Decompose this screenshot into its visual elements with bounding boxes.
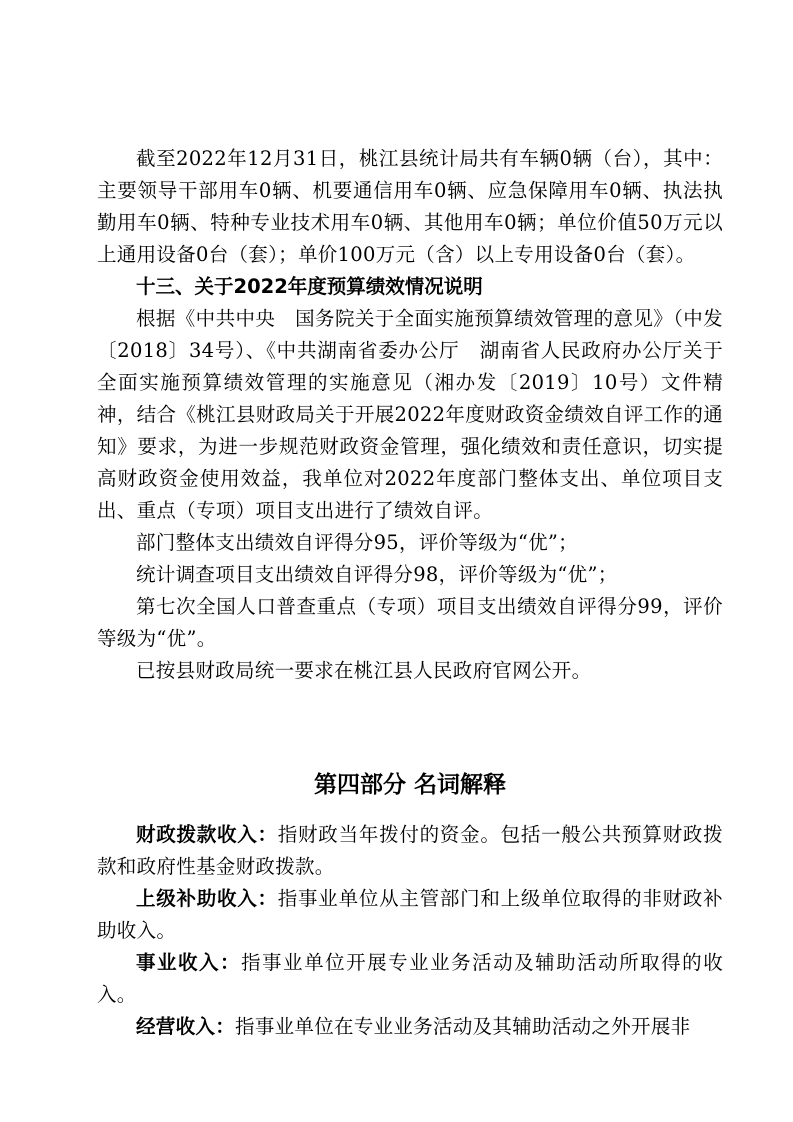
term-definition [97,947,723,1011]
section-13-heading: 十三、关于2022年度预算绩效情况说明 [136,275,483,298]
term-definition [97,1011,723,1043]
section-gap [97,687,723,765]
term-definition [97,883,723,947]
section-13-body: 根据《中共中央 国务院关于全面实施预算绩效管理的意见》（中发〔2018〕34号）、《中共湖南省委办公厅 湖南省人民政府办公厅关于全面实施预算绩效管理的实施意见（湘办发〔2019〕10号）文件精神，结合《桃江县财政局关于开展2022年度财政资金绩效自评工作的通知》要求，为进一步规范财政资金管理，强化绩效和责任意识，切实提高财政资金使用效益，我单位对2022年度部门整体支出、单位项目支出、重点（专项）项目支出进行了绩效自评。 [97,307,723,522]
vehicles-paragraph: 截至2022年12月31日，桃江县统计局共有车辆0辆（台），其中：主要领导干部用车0辆、机要通信用车0辆、应急保障用车0辆、执法执勤用车0辆、特种专业技术用车0辆、其他用车0辆；单位价值50万元以上通用设备0台（套）；单价100万元（含）以上专用设备0台（套）。 [97,147,723,266]
term-label: 上级补助收入： [136,887,278,910]
term-text: 指事业单位从主管部门和上级单位取得的非财政补助收入。 [97,887,723,942]
score-survey: 统计调查项目支出绩效自评得分98，评价等级为“优”； [136,563,618,586]
term-text: 指财政当年拨付的资金。包括一般公共预算财政拨款和政府性基金财政拨款。 [97,823,723,878]
score-overall: 部门整体支出绩效自评得分95，评价等级为“优”； [136,531,578,554]
title-gap [97,805,723,819]
term-text: 指事业单位在专业业务活动及其辅助活动之外开展非 [235,1015,691,1038]
term-text: 指事业单位开展专业业务活动及辅助活动所取得的收入。 [97,951,723,1006]
publish-note: 已按县财政局统一要求在桃江县人民政府官网公开。 [136,659,592,682]
term-definition [97,819,723,883]
term-label: 经营收入： [136,1015,236,1038]
term-label: 财政拨款收入： [136,823,278,846]
document-page [97,143,723,1043]
term-label: 事业收入： [136,951,242,974]
score-census: 第七次全国人口普查重点（专项）项目支出绩效自评得分99，评价等级为“优”。 [97,595,723,650]
part-4-title: 第四部分 名词解释 [313,772,506,798]
